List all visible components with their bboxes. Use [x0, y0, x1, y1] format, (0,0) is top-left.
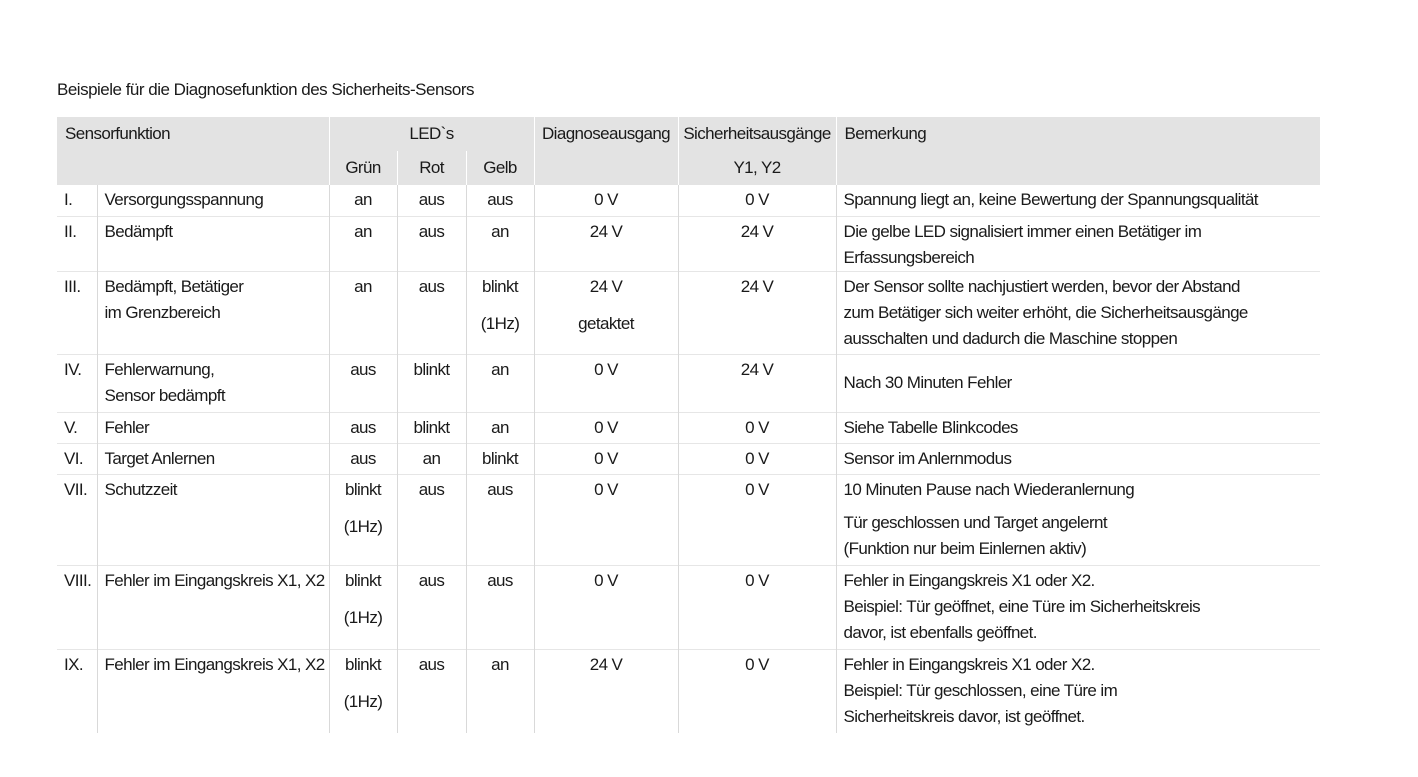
- diagnoseausgang-text: 0 V: [594, 570, 618, 590]
- header-diagnose-empty: [534, 151, 678, 185]
- led-gruen-cell: [329, 474, 397, 565]
- bemerkung-text: (Funktion nur beim Einlernen aktiv): [843, 538, 1087, 558]
- bemerkung-cell: [836, 443, 1320, 474]
- led-gelb-text: an: [491, 221, 509, 241]
- sicherheitsausgaenge-cell: [678, 354, 836, 412]
- table-body: [57, 185, 1320, 733]
- row-number-cell: III.: [57, 271, 97, 354]
- led-gelb-text: an: [491, 417, 509, 437]
- header-y1-y2: Y1, Y2: [678, 151, 836, 185]
- led-rot-cell: [397, 474, 466, 565]
- bemerkung-text: Sicherheitskreis davor, ist geöffnet.: [843, 706, 1085, 726]
- header-bemerkung: Bemerkung: [836, 117, 1320, 185]
- row-number-cell: V.: [57, 412, 97, 443]
- diagnoseausgang-cell: [534, 185, 678, 216]
- led-gelb-text: blinkt: [481, 276, 519, 296]
- led-gruen-text: aus: [350, 417, 376, 437]
- led-gelb-cell: [466, 474, 534, 565]
- bemerkung-cell: [836, 565, 1320, 649]
- led-rot-text: aus: [418, 190, 445, 209]
- led-gelb-text: blinkt: [481, 448, 519, 468]
- sensor-function-cell: [97, 271, 329, 354]
- sicherheitsausgaenge-text: 0 V: [745, 654, 769, 674]
- led-rot-cell: [397, 412, 466, 443]
- sicherheitsausgaenge-text: 0 V: [745, 190, 769, 209]
- sensor-function-cell: [97, 474, 329, 565]
- table-row: [57, 649, 1320, 733]
- sensor-function-cell: [97, 649, 329, 733]
- table-row: [57, 271, 1320, 354]
- led-rot-cell: [397, 649, 466, 733]
- led-rot-cell: [397, 443, 466, 474]
- led-gruen-text: blinkt: [344, 654, 382, 674]
- led-rot-text: aus: [418, 221, 445, 241]
- sicherheitsausgaenge-cell: [678, 216, 836, 271]
- led-rot-cell: [397, 354, 466, 412]
- led-gruen-text: blinkt: [344, 479, 382, 499]
- sicherheitsausgaenge-text: 24 V: [740, 359, 774, 379]
- led-gruen-text: (1Hz): [343, 516, 383, 536]
- bemerkung-cell: [836, 354, 1320, 412]
- sicherheitsausgaenge-cell: [678, 443, 836, 474]
- bemerkung-text: Sensor im Anlernmodus: [843, 448, 1012, 468]
- led-gelb-cell: [466, 271, 534, 354]
- led-gruen-text: an: [354, 221, 372, 241]
- header-gelb: Gelb: [466, 151, 534, 185]
- led-gelb-text: an: [491, 654, 509, 674]
- led-rot-cell: [397, 565, 466, 649]
- header-gruen: Grün: [329, 151, 397, 185]
- sensor-function-text: Sensor bedämpft: [104, 385, 225, 405]
- row-number-cell: VIII.: [57, 565, 97, 649]
- diagnoseausgang-cell: [534, 354, 678, 412]
- led-gelb-text: an: [491, 359, 509, 379]
- diagnoseausgang-text: 0 V: [594, 417, 618, 437]
- led-rot-text: blinkt: [413, 417, 450, 437]
- led-rot-text: aus: [418, 276, 445, 296]
- led-gruen-cell: [329, 185, 397, 216]
- table-row: [57, 443, 1320, 474]
- led-gelb-cell: [466, 185, 534, 216]
- sensor-function-cell: [97, 185, 329, 216]
- diagnoseausgang-text: 0 V: [594, 190, 618, 209]
- diagnoseausgang-text: 24 V: [589, 654, 623, 674]
- table-row: [57, 565, 1320, 649]
- diagnoseausgang-cell: [534, 649, 678, 733]
- led-gruen-cell: [329, 216, 397, 271]
- bemerkung-text: Nach 30 Minuten Fehler: [843, 372, 1012, 392]
- diagnoseausgang-text: getaktet: [578, 313, 634, 333]
- sicherheitsausgaenge-cell: [678, 271, 836, 354]
- bemerkung-cell: [836, 474, 1320, 565]
- table-row: [57, 354, 1320, 412]
- sensor-function-cell: [97, 412, 329, 443]
- bemerkung-cell: [836, 185, 1320, 216]
- table-row: [57, 474, 1320, 565]
- bemerkung-text: Spannung liegt an, keine Bewertung der Spannungsqualität: [843, 190, 1258, 209]
- header-leds: LED`s: [329, 117, 534, 151]
- row-number-cell: I.: [64, 190, 73, 209]
- led-gelb-cell: [466, 443, 534, 474]
- row-number-cell: II.: [57, 216, 97, 271]
- led-gruen-text: (1Hz): [343, 607, 383, 627]
- led-gruen-text: aus: [350, 359, 376, 379]
- led-gelb-text: (1Hz): [480, 313, 520, 333]
- sensor-function-text: im Grenzbereich: [104, 302, 221, 322]
- bemerkung-text: Der Sensor sollte nachjustiert werden, bevor der Abstand: [843, 276, 1240, 296]
- diagnoseausgang-text: 0 V: [594, 479, 618, 499]
- sicherheitsausgaenge-text: 24 V: [740, 221, 774, 241]
- bemerkung-text: Beispiel: Tür geschlossen, eine Türe im: [843, 680, 1118, 700]
- diagnosis-table: [57, 117, 1320, 733]
- header-rot: Rot: [397, 151, 466, 185]
- sicherheitsausgaenge-cell: [678, 474, 836, 565]
- sensor-function-text: Fehlerwarnung,: [104, 359, 215, 379]
- led-gruen-cell: [329, 565, 397, 649]
- led-rot-text: aus: [418, 654, 445, 674]
- led-gelb-cell: [466, 354, 534, 412]
- row-number-cell: IX.: [57, 649, 97, 733]
- bemerkung-text: Die gelbe LED signalisiert immer einen Betätiger im Erfassungsbereich: [843, 221, 1202, 267]
- diagnoseausgang-cell: [534, 216, 678, 271]
- led-gruen-cell: [329, 443, 397, 474]
- sensor-function-text: Target Anlernen: [104, 448, 215, 468]
- led-gruen-text: aus: [350, 448, 376, 468]
- diagnoseausgang-cell: [534, 271, 678, 354]
- table-row: [57, 412, 1320, 443]
- table-caption: Beispiele für die Diagnosefunktion des Sicherheits-Sensors: [57, 80, 475, 99]
- sensor-function-cell: [97, 443, 329, 474]
- bemerkung-cell: [836, 216, 1320, 271]
- sensor-function-text: Fehler im Eingangskreis X1, X2: [104, 570, 325, 590]
- led-gelb-cell: [466, 565, 534, 649]
- diagnoseausgang-cell: [534, 443, 678, 474]
- led-rot-text: blinkt: [413, 359, 450, 379]
- bemerkung-text: Tür geschlossen und Target angelernt: [843, 512, 1108, 532]
- led-gruen-text: blinkt: [344, 570, 382, 590]
- header-sicherheitsausgaenge: Sicherheitsausgänge: [678, 117, 836, 151]
- diagnoseausgang-text: 24 V: [589, 221, 623, 241]
- sensor-function-text: Schutzzeit: [104, 479, 177, 499]
- sensor-function-cell: [97, 565, 329, 649]
- diagnoseausgang-text: 0 V: [594, 448, 618, 468]
- sensor-function-text: Fehler im Eingangskreis X1, X2: [104, 654, 325, 674]
- led-gelb-cell: [466, 412, 534, 443]
- sicherheitsausgaenge-cell: [678, 649, 836, 733]
- led-gelb-text: aus: [487, 570, 513, 590]
- diagnoseausgang-cell: [534, 565, 678, 649]
- led-gruen-cell: [329, 271, 397, 354]
- led-gelb-cell: [466, 216, 534, 271]
- diagnoseausgang-cell: [534, 412, 678, 443]
- led-gruen-cell: [329, 649, 397, 733]
- bemerkung-cell: [836, 649, 1320, 733]
- sicherheitsausgaenge-text: 0 V: [745, 448, 769, 468]
- led-gruen-text: an: [354, 276, 372, 296]
- table-row: [57, 185, 1320, 216]
- bemerkung-text: Fehler in Eingangskreis X1 oder X2.: [843, 654, 1095, 674]
- sensor-function-cell: [97, 216, 329, 271]
- led-gelb-text: aus: [487, 190, 513, 209]
- header-diagnoseausgang: Diagnoseausgang: [534, 117, 678, 151]
- table-row: [57, 216, 1320, 271]
- led-gruen-text: (1Hz): [343, 691, 383, 711]
- row-number-cell: VI.: [57, 443, 97, 474]
- bemerkung-cell: [836, 412, 1320, 443]
- led-rot-text: aus: [418, 479, 445, 499]
- bemerkung-text: Siehe Tabelle Blinkcodes: [843, 417, 1018, 437]
- sicherheitsausgaenge-text: 0 V: [745, 479, 769, 499]
- led-rot-text: an: [422, 448, 441, 468]
- bemerkung-text: davor, ist ebenfalls geöffnet.: [843, 622, 1037, 642]
- sensor-function-cell: [97, 354, 329, 412]
- bemerkung-cell: [836, 271, 1320, 354]
- led-gruen-text: an: [354, 190, 372, 209]
- bemerkung-text: ausschalten und dadurch die Maschine stoppen: [843, 328, 1178, 348]
- bemerkung-text: Fehler in Eingangskreis X1 oder X2.: [843, 570, 1095, 590]
- sensor-function-text: Bedämpft, Betätiger: [104, 276, 244, 296]
- led-rot-cell: [397, 216, 466, 271]
- led-rot-cell: [397, 185, 466, 216]
- sensor-function-text: Bedämpft: [104, 221, 173, 241]
- led-gruen-cell: [329, 354, 397, 412]
- sicherheitsausgaenge-cell: [678, 185, 836, 216]
- diagnoseausgang-text: 24 V: [589, 276, 623, 296]
- sicherheitsausgaenge-text: 24 V: [740, 276, 774, 296]
- sicherheitsausgaenge-cell: [678, 565, 836, 649]
- sicherheitsausgaenge-text: 0 V: [745, 417, 769, 437]
- led-gruen-cell: [329, 412, 397, 443]
- led-rot-text: aus: [418, 570, 445, 590]
- row-number-cell: IV.: [57, 354, 97, 412]
- diagnoseausgang-cell: [534, 474, 678, 565]
- diagnoseausgang-text: 0 V: [594, 359, 618, 379]
- sensor-function-text: Fehler: [104, 417, 150, 437]
- led-gelb-cell: [466, 649, 534, 733]
- led-gelb-text: aus: [487, 479, 513, 499]
- header-sensorfunktion: Sensorfunktion: [65, 124, 171, 143]
- bemerkung-text: 10 Minuten Pause nach Wiederanlernung: [843, 479, 1135, 499]
- row-number-cell: VII.: [57, 474, 97, 565]
- sicherheitsausgaenge-text: 0 V: [745, 570, 769, 590]
- led-rot-cell: [397, 271, 466, 354]
- bemerkung-text: Beispiel: Tür geöffnet, eine Türe im Sicherheitskreis: [843, 596, 1201, 616]
- bemerkung-text: zum Betätiger sich weiter erhöht, die Sicherheitsausgänge: [843, 302, 1248, 322]
- sensor-function-text: Versorgungsspannung: [104, 190, 264, 209]
- sicherheitsausgaenge-cell: [678, 412, 836, 443]
